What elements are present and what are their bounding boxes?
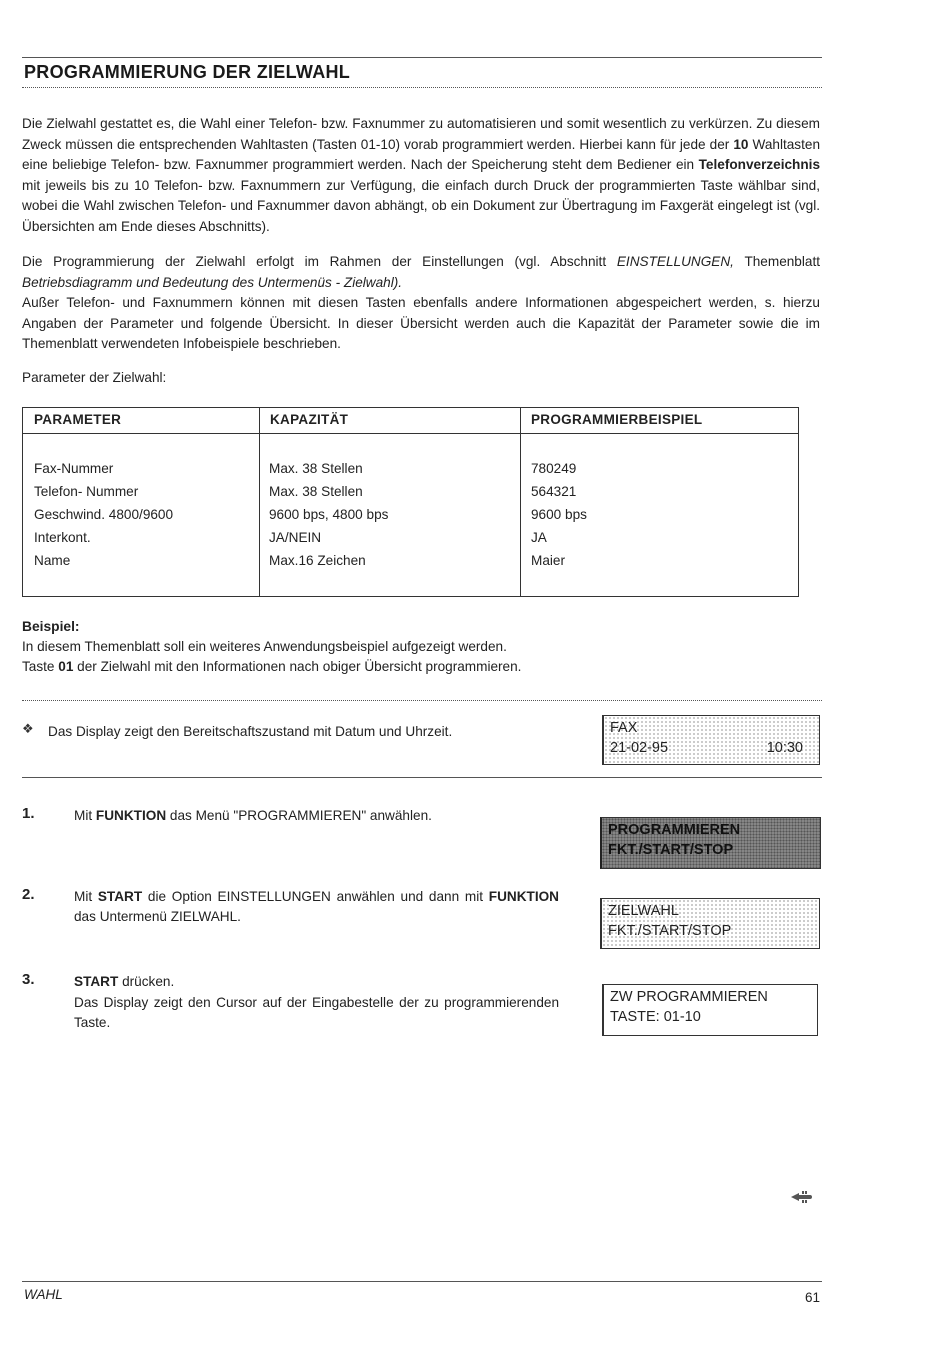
- table-cell: Max.16 Zeichen: [269, 553, 366, 568]
- intro-paragraph-2: Die Programmierung der Zielwahl erfolgt im Rahmen der Einstellungen (vgl. Abschnitt EINSTELLUNGEN, Themenblatt Betriebsdiagramm und Bedeutung des Untermenüs - Zielwahl).: [22, 254, 821, 290]
- section-rule: [22, 700, 822, 701]
- table-caption: Parameter der Zielwahl:: [22, 370, 167, 385]
- step-1-text: Mit FUNKTION das Menü "PROGRAMMIEREN" anwählen.: [74, 808, 432, 823]
- header-kapazitaet: KAPAZITÄT: [270, 412, 349, 427]
- header-programmierbeispiel: PROGRAMMIERBEISPIEL: [531, 412, 703, 427]
- table-cell: Interkont.: [34, 530, 91, 545]
- table-cell: Telefon- Nummer: [34, 484, 139, 499]
- lcd-line-2: FKT./START/STOP: [608, 842, 734, 858]
- table-cell: JA/NEIN: [269, 530, 322, 545]
- standby-text: Das Display zeigt den Bereitschaftszustand mit Datum und Uhrzeit.: [48, 724, 453, 739]
- step-number: 1.: [22, 805, 35, 822]
- lcd-line-1: ZIELWAHL: [608, 903, 679, 919]
- table-cell: Max. 38 Stellen: [269, 484, 363, 499]
- top-rule: [22, 57, 822, 58]
- section-rule: [22, 777, 822, 778]
- step-2-text: Mit START die Option EINSTELLUNGEN anwählen und dann mit FUNKTION das Untermenü ZIELWAHL.: [74, 889, 559, 924]
- diamond-bullet-icon: ❖: [22, 721, 34, 736]
- lcd-line-1: PROGRAMMIEREN: [608, 822, 741, 838]
- example-line-1: In diesem Themenblatt soll ein weiteres Anwendungsbeispiel aufgezeigt werden.: [22, 639, 507, 654]
- table-divider: [259, 408, 260, 596]
- lcd-display-standby: [602, 715, 820, 765]
- lcd-date: 21-02-95: [610, 740, 669, 756]
- header-parameter: PARAMETER: [34, 412, 122, 427]
- parameter-table: [22, 407, 799, 597]
- table-cell: 9600 bps, 4800 bps: [269, 507, 389, 522]
- example-line-2: Taste 01 der Zielwahl mit den Informationen nach obiger Übersicht programmieren.: [22, 659, 522, 674]
- table-cell: Max. 38 Stellen: [269, 461, 363, 476]
- step-3-description: Das Display zeigt den Cursor auf der Eingabestelle der zu programmierenden Taste.: [74, 995, 559, 1030]
- step-3-text: START drücken.: [74, 974, 175, 989]
- step-number: 2.: [22, 886, 35, 903]
- table-cell: JA: [531, 530, 547, 545]
- table-divider: [520, 408, 521, 596]
- footer-rule: [22, 1281, 822, 1282]
- intro-paragraph-3: Außer Telefon- und Faxnummern können mit diesen Tasten ebenfalls andere Informationen abgespeichert werden, s. hierzu Angaben der Parameter und folgende Übersicht. In dieser Übersicht werden auch die Kapazität der Parameter sowie die im Themenblatt verwendeten Infobeispiele beschrieben.: [22, 295, 820, 352]
- title-underline: [22, 87, 822, 88]
- table-cell: 564321: [531, 484, 577, 499]
- table-cell: 9600 bps: [531, 507, 587, 522]
- lcd-line-1: ZW PROGRAMMIEREN: [610, 989, 768, 1005]
- lcd-time: 10:30: [766, 740, 803, 756]
- table-cell: Maier: [531, 553, 565, 568]
- lcd-line-2: FKT./START/STOP: [608, 923, 732, 939]
- intro-paragraph-1: Die Zielwahl gestattet es, die Wahl einer Telefon- bzw. Faxnummer zu automatisieren und somit wesentlich zu verkürzen. Zu diesem Zweck müssen die entsprechenden Wahltasten (Tasten 01-10) vorab programmiert werden. Hierbei kann für jede der 10 Wahltasten eine beliebige Telefon- bzw. Faxnummer programmiert werden. Nach der Speicherung steht dem Bediener ein Telefonverzeichnis mit jeweils bis zu 10 Telefon- bzw. Faxnummern zur Verfügung, die einfach durch Druck der programmierten Taste wählbar sind, wobei die Wahl zwischen Telefon- und Faxnummer davon abhängt, ob ein Dokument zur Übertragung im Faxgerät eingelegt ist (vgl. Übersichten am Ende dieses Abschnitts).: [22, 116, 820, 234]
- lcd-line-2: TASTE: 01-10: [610, 1009, 701, 1025]
- lcd-line-1: FAX: [610, 720, 638, 736]
- lcd-display-step-3: [602, 984, 818, 1036]
- footer-section-name: WAHL: [24, 1287, 63, 1302]
- table-cell: Fax-Nummer: [34, 461, 114, 476]
- table-cell: Geschwind. 4800/9600: [34, 507, 174, 522]
- page-number: 61: [804, 1290, 820, 1305]
- lcd-display-step-1: [600, 817, 821, 869]
- example-heading: Beispiel:: [22, 619, 80, 634]
- table-cell: Name: [34, 553, 71, 568]
- table-cell: 780249: [531, 461, 577, 476]
- page-title: PROGRAMMIERUNG DER ZIELWAHL: [24, 62, 351, 82]
- lcd-display-step-2: [600, 898, 820, 949]
- step-number: 3.: [22, 971, 35, 988]
- pointing-hand-icon: [790, 1190, 814, 1209]
